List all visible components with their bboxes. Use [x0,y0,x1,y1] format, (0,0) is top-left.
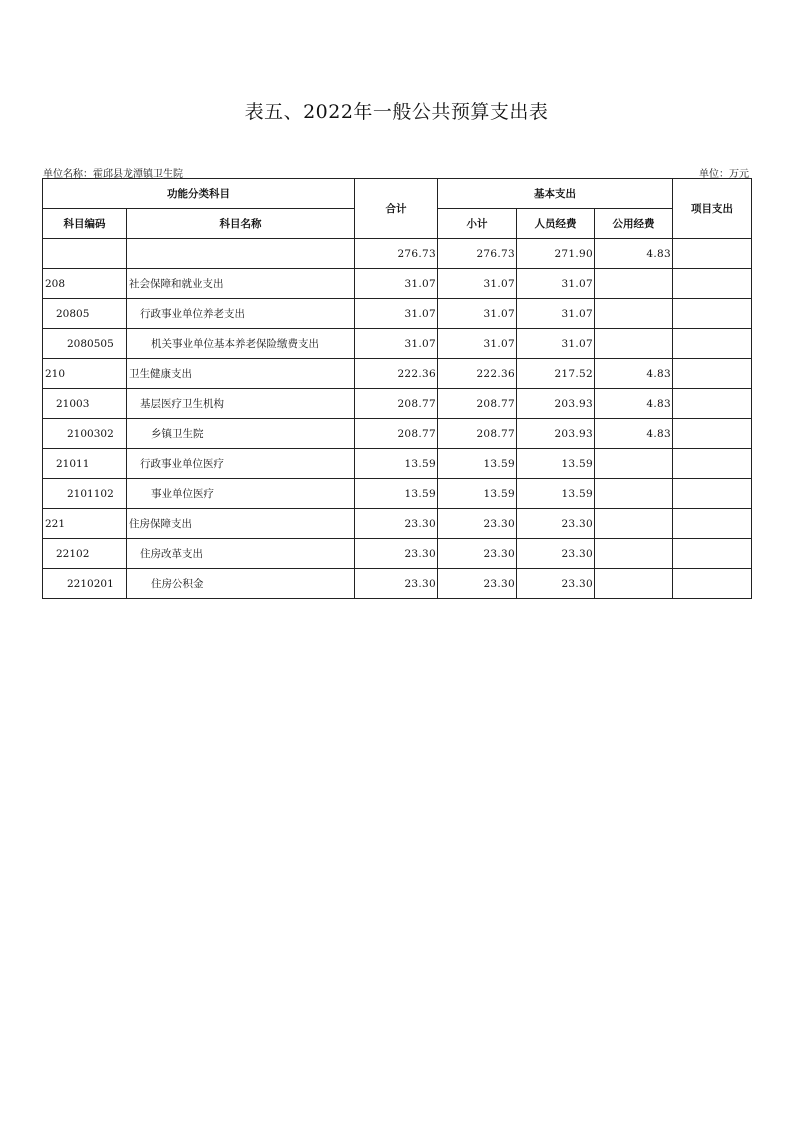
row-personnel: 31.07 [517,299,595,329]
row-code: 2080505 [43,329,127,359]
row-total: 31.07 [355,269,438,299]
row-total: 31.07 [355,329,438,359]
header-public: 公用经费 [595,209,673,239]
row-public [595,329,673,359]
header-code: 科目编码 [43,209,127,239]
unit-money-label: 单位：万元 [699,169,749,180]
row-name: 事业单位医疗 [127,479,355,509]
row-personnel: 13.59 [517,479,595,509]
row-code: 2100302 [43,419,127,449]
row-personnel: 31.07 [517,329,595,359]
row-personnel: 13.59 [517,449,595,479]
row-code: 2210201 [43,569,127,599]
row-public: 4.83 [595,239,673,269]
header-project: 项目支出 [673,179,752,239]
row-total: 23.30 [355,509,438,539]
row-project [673,389,752,419]
row-personnel: 217.52 [517,359,595,389]
row-subtotal: 31.07 [438,299,517,329]
row-total: 208.77 [355,419,438,449]
row-personnel: 23.30 [517,509,595,539]
row-personnel: 203.93 [517,419,595,449]
row-name: 住房公积金 [127,569,355,599]
row-subtotal: 23.30 [438,509,517,539]
row-code: 21003 [43,389,127,419]
row-project [673,269,752,299]
row-code: 21011 [43,449,127,479]
row-public [595,269,673,299]
table-row [43,299,752,329]
row-name: 基层医疗卫生机构 [127,389,355,419]
row-name: 机关事业单位基本养老保险缴费支出 [127,329,355,359]
row-project [673,359,752,389]
row-code: 208 [43,269,127,299]
row-total: 23.30 [355,539,438,569]
row-subtotal: 208.77 [438,419,517,449]
row-subtotal: 13.59 [438,449,517,479]
row-public [595,539,673,569]
header-basic: 基本支出 [438,179,673,209]
table-row [43,419,752,449]
row-code [43,239,127,269]
row-project [673,239,752,269]
row-subtotal: 208.77 [438,389,517,419]
row-subtotal: 31.07 [438,329,517,359]
row-subtotal: 23.30 [438,569,517,599]
row-code: 22102 [43,539,127,569]
row-name: 住房保障支出 [127,509,355,539]
row-project [673,329,752,359]
row-project [673,509,752,539]
table-row [43,509,752,539]
header-total: 合计 [355,179,438,239]
row-personnel: 23.30 [517,539,595,569]
row-total: 276.73 [355,239,438,269]
row-total: 208.77 [355,389,438,419]
row-project [673,569,752,599]
row-subtotal: 276.73 [438,239,517,269]
row-name: 行政事业单位医疗 [127,449,355,479]
row-personnel: 31.07 [517,269,595,299]
row-subtotal: 23.30 [438,539,517,569]
row-public: 4.83 [595,359,673,389]
row-total: 13.59 [355,449,438,479]
header-name: 科目名称 [127,209,355,239]
row-personnel: 23.30 [517,569,595,599]
table-row [43,449,752,479]
unit-org-label: 单位名称：霍邱县龙潭镇卫生院 [43,169,183,180]
row-name: 乡镇卫生院 [127,419,355,449]
row-code: 221 [43,509,127,539]
row-subtotal: 13.59 [438,479,517,509]
table-row [43,389,752,419]
table-row [43,569,752,599]
row-public [595,569,673,599]
row-subtotal: 31.07 [438,269,517,299]
table-row [43,239,752,269]
row-project [673,419,752,449]
table-row [43,329,752,359]
row-public [595,509,673,539]
row-total: 23.30 [355,569,438,599]
row-project [673,299,752,329]
row-public [595,479,673,509]
table-row [43,479,752,509]
row-name: 卫生健康支出 [127,359,355,389]
row-name [127,239,355,269]
row-name: 行政事业单位养老支出 [127,299,355,329]
row-project [673,479,752,509]
row-personnel: 271.90 [517,239,595,269]
header-func-class: 功能分类科目 [43,179,355,209]
row-personnel: 203.93 [517,389,595,419]
row-total: 31.07 [355,299,438,329]
row-project [673,539,752,569]
row-project [673,449,752,479]
header-subtotal: 小计 [438,209,517,239]
row-total: 13.59 [355,479,438,509]
row-code: 210 [43,359,127,389]
table-row [43,539,752,569]
page-title: 表五、2022年一般公共预算支出表 [244,101,549,123]
row-public: 4.83 [595,419,673,449]
row-public [595,299,673,329]
row-name: 住房改革支出 [127,539,355,569]
row-public [595,449,673,479]
row-public: 4.83 [595,389,673,419]
table-row [43,269,752,299]
table-row [43,359,752,389]
budget-table [42,178,752,599]
header-personnel: 人员经费 [517,209,595,239]
row-code: 2101102 [43,479,127,509]
row-name: 社会保障和就业支出 [127,269,355,299]
row-total: 222.36 [355,359,438,389]
row-subtotal: 222.36 [438,359,517,389]
row-code: 20805 [43,299,127,329]
